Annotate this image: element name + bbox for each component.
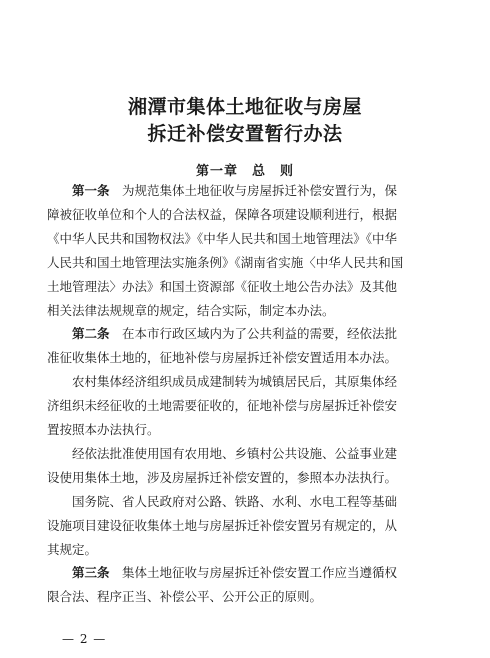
line-text: 相关法律法规规章的规定，结合实际，制定本办法。 bbox=[47, 302, 335, 318]
article-number: 第二条 bbox=[72, 326, 110, 342]
text-line bbox=[47, 519, 445, 533]
line-text: 设施项目建设征收集体土地与房屋拆迁补偿安置另有规定的，从 bbox=[47, 517, 398, 533]
text-line bbox=[47, 566, 445, 580]
line-text: 为规范集体土地征收与房屋拆迁补偿安置行为，保 bbox=[109, 183, 398, 198]
line-text: 置按照本办法执行。 bbox=[47, 422, 160, 437]
text-line bbox=[47, 256, 445, 270]
line-text: 在本市行政区域内为了公共利益的需要，经依法批 bbox=[109, 326, 398, 342]
line-text: 限合法、程序正当、补偿公平、公开公正的原则。 bbox=[47, 589, 323, 605]
chapter-heading: 第一章 总 则 bbox=[195, 164, 294, 179]
text-line bbox=[47, 208, 445, 222]
text-line bbox=[47, 304, 445, 318]
line-text: 国务院、省人民政府对公路、铁路、水利、水电工程等基础 bbox=[47, 493, 398, 509]
text-line bbox=[47, 327, 445, 341]
line-text: 其规定。 bbox=[47, 541, 98, 557]
line-text: 准征收集体土地的，征地补偿与房屋拆迁补偿安置适用本办法。 bbox=[47, 350, 398, 366]
line-text: 设使用集体土地，涉及房屋拆迁补偿安置的，参照本办法执行。 bbox=[47, 469, 398, 485]
document-title-line-1: 湘潭市集体土地征收与房屋 bbox=[127, 96, 362, 118]
text-line bbox=[47, 543, 445, 557]
text-line bbox=[47, 495, 445, 509]
document-title-line-2: 拆迁补偿安置暂行办法 bbox=[147, 123, 343, 145]
line-text: 人民共和国土地管理法实施条例》《湖南省实施〈中华人民共和国 bbox=[47, 254, 404, 270]
line-text: 农村集体经济组织成员成建制转为城镇居民后，其原集体经 bbox=[47, 374, 398, 390]
text-line bbox=[47, 280, 445, 294]
text-line bbox=[47, 399, 445, 413]
text-line bbox=[47, 351, 445, 365]
text-line bbox=[47, 232, 445, 246]
line-text: 《中华人民共和国物权法》《中华人民共和国土地管理法》《中华 bbox=[47, 230, 398, 246]
text-line bbox=[47, 375, 445, 389]
text-line bbox=[47, 471, 445, 485]
line-text: 障被征收单位和个人的合法权益，保障各项建设顺利进行，根据 bbox=[47, 206, 398, 222]
text-line bbox=[47, 184, 445, 198]
text-line bbox=[47, 590, 445, 604]
line-text: 济组织未经征收的土地需要征收的，征地补偿与房屋拆迁补偿安 bbox=[47, 398, 398, 414]
article-number: 第一条 bbox=[72, 183, 110, 198]
page-number: — 2 — bbox=[62, 632, 107, 646]
article-number: 第三条 bbox=[72, 565, 110, 581]
line-text: 集体土地征收与房屋拆迁补偿安置工作应当遵循权 bbox=[109, 565, 398, 581]
line-text: 土地管理法〉办法》和国土资源部《征收土地公告办法》及其他 bbox=[47, 278, 398, 294]
line-text: 经依法批准使用国有农用地、乡镇村公共设施、公益事业建 bbox=[47, 445, 398, 461]
text-line bbox=[47, 423, 445, 437]
text-line bbox=[47, 447, 445, 461]
